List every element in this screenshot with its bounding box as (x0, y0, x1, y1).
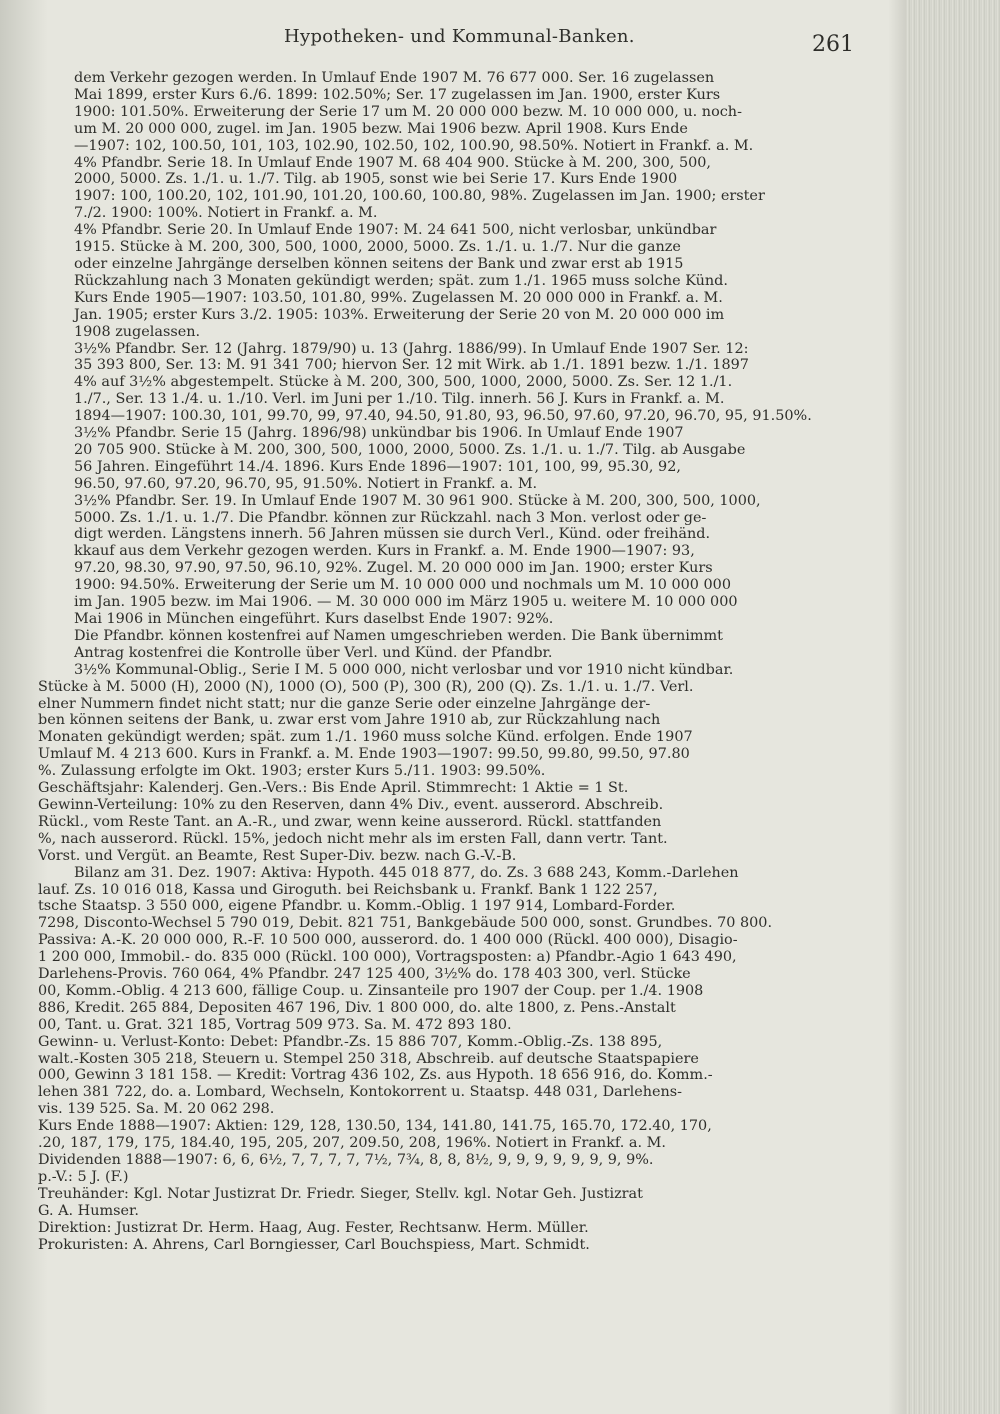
running-header (0, 26, 906, 62)
text-line: Treuhänder: Kgl. Notar Justizrat Dr. Friedr. Sieger, Stellv. kgl. Notar Geh. Justizrat (38, 1185, 643, 1202)
text-line: 3½% Pfandbr. Ser. 12 (Jahrg. 1879/90) u. 13 (Jahrg. 1886/99). In Umlauf Ende 1907 Ser. 12: (74, 340, 749, 357)
text-line: %, nach ausserord. Rückl. 15%, jedoch nicht mehr als im ersten Fall, dann vertr. Tant. (38, 830, 668, 847)
text-line: Kurs Ende 1905—1907: 103.50, 101.80, 99%. Zugelassen M. 20 000 000 in Frankf. a. M. (74, 289, 723, 306)
text-line: 3½% Kommunal-Oblig., Serie I M. 5 000 000, nicht verlosbar und vor 1910 nicht kündbar. (74, 661, 734, 678)
text-line: 97.20, 98.30, 97.90, 97.50, 96.10, 92%. Zugel. M. 20 000 000 im Jan. 1900; erster Kurs (74, 560, 713, 577)
body-text (38, 70, 854, 1253)
text-line: Mai 1899, erster Kurs 6./6. 1899: 102.50%; Ser. 17 zugelassen im Jan. 1900, erster Kurs (74, 86, 721, 103)
page-number: 261 (812, 32, 854, 57)
text-line: Geschäftsjahr: Kalenderj. Gen.-Vers.: Bis Ende April. Stimmrecht: 1 Aktie = 1 St. (38, 780, 629, 797)
text-line: %. Zulassung erfolgte im Okt. 1903; erster Kurs 5./11. 1903: 99.50%. (38, 763, 546, 780)
text-line: 00, Tant. u. Grat. 321 185, Vortrag 509 973. Sa. M. 472 893 180. (38, 1016, 512, 1033)
text-line: vis. 139 525. Sa. M. 20 062 298. (38, 1101, 275, 1118)
text-line: Gewinn-Verteilung: 10% zu den Reserven, dann 4% Div., event. ausserord. Abschreib. (38, 796, 664, 813)
text-line: Direktion: Justizrat Dr. Herm. Haag, Aug. Fester, Rechtsanw. Herm. Müller. (38, 1219, 589, 1236)
text-line: tsche Staatsp. 3 550 000, eigene Pfandbr. u. Komm.-Oblig. 1 197 914, Lombard-Forder. (38, 898, 676, 915)
text-line: 1894—1907: 100.30, 101, 99.70, 99, 97.40, 94.50, 91.80, 93, 96.50, 97.60, 97.20, 96.70, 95, 91.50%. (74, 408, 812, 425)
text-line: Die Pfandbr. können kostenfrei auf Namen umgeschrieben werden. Die Bank übernimmt (74, 627, 723, 644)
text-line: Monaten gekündigt werden; spät. zum 1./1. 1960 muss solche Künd. erfolgen. Ende 1907 (38, 729, 693, 746)
text-line: ben können seitens der Bank, u. zwar erst vom Jahre 1910 ab, zur Rückzahlung nach (38, 712, 661, 729)
text-line: Vorst. und Vergüt. an Beamte, Rest Super-Div. bezw. nach G.-V.-B. (38, 847, 517, 864)
text-line: Dividenden 1888—1907: 6, 6, 6½, 7, 7, 7, 7, 7½, 7¾, 8, 8, 8½, 9, 9, 9, 9, 9, 9, 9, 9%. (38, 1152, 654, 1168)
text-line: dem Verkehr gezogen werden. In Umlauf Ende 1907 M. 76 677 000. Ser. 16 zugelassen (74, 70, 715, 86)
text-line: digt werden. Längstens innerh. 56 Jahren müssen sie durch Verl., Künd. oder freihänd. (74, 526, 711, 543)
text-line: 886, Kredit. 265 884, Depositen 467 196, Div. 1 800 000, do. alte 1800, z. Pens.-Anstalt (38, 999, 676, 1016)
text-line: 96.50, 97.60, 97.20, 96.70, 95, 91.50%. Notiert in Frankf. a. M. (74, 475, 538, 492)
text-line: .20, 187, 179, 175, 184.40, 195, 205, 207, 209.50, 208, 196%. Notiert in Frankf. a. M. (38, 1135, 666, 1152)
text-line: 1900: 101.50%. Erweiterung der Serie 17 um M. 20 000 000 bezw. M. 10 000 000, u. noch- (74, 103, 742, 120)
text-line: Stücke à M. 5000 (H), 2000 (N), 1000 (O), 500 (P), 300 (R), 200 (Q). Zs. 1./1. u. 1./7. Verl. (38, 678, 694, 695)
text-line: Gewinn- u. Verlust-Konto: Debet: Pfandbr.-Zs. 15 886 707, Komm.-Oblig.-Zs. 138 895, (38, 1033, 663, 1050)
text-line: oder einzelne Jahrgänge derselben können seitens der Bank und zwar erst ab 1915 (74, 255, 684, 272)
text-line: um M. 20 000 000, zugel. im Jan. 1905 bezw. Mai 1906 bezw. April 1908. Kurs Ende (74, 120, 688, 137)
text-line: 4% Pfandbr. Serie 20. In Umlauf Ende 1907: M. 24 641 500, nicht verlosbar, unkündbar (74, 222, 717, 239)
text-line: Kurs Ende 1888—1907: Aktien: 129, 128, 130.50, 134, 141.80, 141.75, 165.70, 172.40, 170, (38, 1118, 712, 1135)
text-line: lauf. Zs. 10 016 018, Kassa und Giroguth. bei Reichsbank u. Frankf. Bank 1 122 257, (38, 881, 658, 898)
text-line: elner Nummern findet nicht statt; nur die ganze Serie oder einzelne Jahrgänge der- (38, 695, 651, 712)
text-line: p.-V.: 5 J. (F.) (38, 1168, 129, 1185)
running-title: Hypotheken- und Kommunal-Banken. (284, 26, 635, 47)
text-line: 5000. Zs. 1./1. u. 1./7. Die Pfandbr. können zur Rückzahl. nach 3 Mon. verlost oder ge- (74, 509, 707, 526)
text-line: Rückzahlung nach 3 Monaten gekündigt werden; spät. zum 1./1. 1965 muss solche Künd. (74, 272, 728, 289)
text-line: 00, Komm.-Oblig. 4 213 600, fällige Coup. u. Zinsanteile pro 1907 der Coup. per 1./4. 1908 (38, 982, 704, 999)
text-line: 4% auf 3½% abgestempelt. Stücke à M. 200, 300, 500, 1000, 2000, 5000. Zs. Ser. 12 1./1. (74, 374, 733, 391)
text-line: Darlehens-Provis. 760 064, 4% Pfandbr. 247 125 400, 3½% do. 178 403 300, verl. Stücke (38, 966, 691, 983)
text-line: 2000, 5000. Zs. 1./1. u. 1./7. Tilg. ab 1905, sonst wie bei Serie 17. Kurs Ende 1900 (74, 171, 678, 188)
text-line: 7./2. 1900: 100%. Notiert in Frankf. a. M. (74, 205, 378, 222)
text-line: walt.-Kosten 305 218, Steuern u. Stempel 250 318, Abschreib. auf deutsche Staatspapiere (38, 1050, 699, 1067)
text-line: im Jan. 1905 bezw. im Mai 1906. — M. 30 000 000 im März 1905 u. weitere M. 10 000 000 (74, 594, 738, 611)
text-line: Prokuristen: A. Ahrens, Carl Borngiesser, Carl Bouchspiess, Mart. Schmidt. (38, 1236, 590, 1253)
text-line: kkauf aus dem Verkehr gezogen werden. Kurs in Frankf. a. M. Ende 1900—1907: 93, (74, 543, 695, 560)
text-line: 1./7., Ser. 13 1./4. u. 1./10. Verl. im Juni per 1./10. Tilg. innerh. 56 J. Kurs in Frankf. a. M. (74, 391, 725, 408)
text-line: 56 Jahren. Eingeführt 14./4. 1896. Kurs Ende 1896—1907: 101, 100, 99, 95.30, 92, (74, 458, 681, 475)
text-line: 7298, Disconto-Wechsel 5 790 019, Debit. 821 751, Bankgebäude 500 000, sonst. Grundbes. 70 800. (38, 915, 773, 932)
text-line: Mai 1906 in München eingeführt. Kurs daselbst Ende 1907: 92%. (74, 611, 554, 627)
text-line: 4% Pfandbr. Serie 18. In Umlauf Ende 1907 M. 68 404 900. Stücke à M. 200, 300, 500, (74, 154, 711, 171)
text-line: Rückl., vom Reste Tant. an A.-R., und zwar, wenn keine ausserord. Rückl. stattfanden (38, 813, 662, 830)
text-line: 1907: 100, 100.20, 102, 101.90, 101.20, 100.60, 100.80, 98%. Zugelassen im Jan. 1900; erster (74, 188, 765, 205)
text-line: 1900: 94.50%. Erweiterung der Serie um M. 10 000 000 und nochmals um M. 10 000 000 (74, 577, 731, 594)
text-line: lehen 381 722, do. a. Lombard, Wechseln, Kontokorrent u. Staatsp. 448 031, Darlehens- (38, 1084, 683, 1101)
text-line: 3½% Pfandbr. Ser. 19. In Umlauf Ende 1907 M. 30 961 900. Stücke à M. 200, 300, 500, 1000, (74, 492, 761, 509)
text-line: 000, Gewinn 3 181 158. — Kredit: Vortrag 436 102, Zs. aus Hypoth. 18 656 916, do. Komm.- (38, 1067, 713, 1084)
text-line: —1907: 102, 100.50, 101, 103, 102.90, 102.50, 102, 100.90, 98.50%. Notiert in Frankf. a. M. (74, 137, 754, 154)
text-line: 1915. Stücke à M. 200, 300, 500, 1000, 2000, 5000. Zs. 1./1. u. 1./7. Nur die ganze (74, 239, 681, 256)
text-line: G. A. Humser. (38, 1202, 139, 1219)
text-line: 35 393 800, Ser. 13: M. 91 341 700; hiervon Ser. 12 mit Wirk. ab 1./1. 1891 bezw. 1./1. 1897 (74, 357, 749, 374)
text-line: 1 200 000, Immobil.- do. 835 000 (Rückl. 100 000), Vortragsposten: a) Pfandbr.-Agio 1 643 490, (38, 949, 737, 966)
text-line: Antrag kostenfrei die Kontrolle über Verl. und Künd. der Pfandbr. (74, 644, 553, 661)
text-line: 3½% Pfandbr. Serie 15 (Jahrg. 1896/98) unkündbar bis 1906. In Umlauf Ende 1907 (74, 425, 684, 442)
text-line: 20 705 900. Stücke à M. 200, 300, 500, 1000, 2000, 5000. Zs. 1./1. u. 1./7. Tilg. ab Ausgabe (74, 441, 746, 458)
text-line: Passiva: A.-K. 20 000 000, R.-F. 10 500 000, ausserord. do. 1 400 000 (Rückl. 400 000), Disagio- (38, 932, 738, 949)
text-line: 1908 zugelassen. (74, 323, 201, 340)
text-line: Jan. 1905; erster Kurs 3./2. 1905: 103%. Erweiterung der Serie 20 von M. 20 000 000 im (74, 306, 725, 323)
text-line: Bilanz am 31. Dez. 1907: Aktiva: Hypoth. 445 018 877, do. Zs. 3 688 243, Komm.-Darlehen (74, 864, 739, 881)
book-fore-edge (906, 0, 1000, 1414)
text-line: Umlauf M. 4 213 600. Kurs in Frankf. a. M. Ende 1903—1907: 99.50, 99.80, 99.50, 97.80 (38, 746, 690, 763)
